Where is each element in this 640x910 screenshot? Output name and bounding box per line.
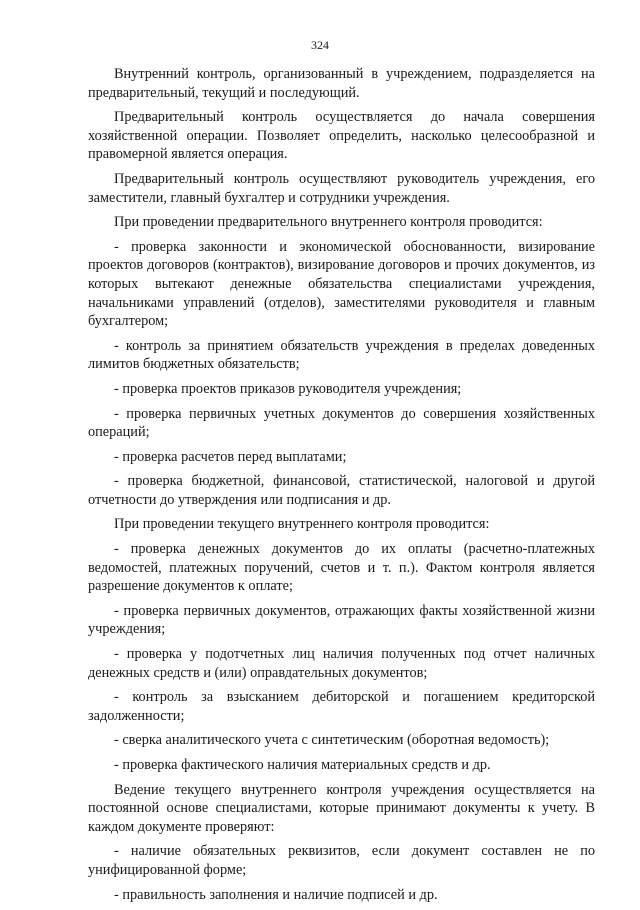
- paragraph-3: Предварительный контроль осуществляют руководитель учреждения, его заместители, главный бухгалтер и сотрудники учреждения.: [88, 170, 595, 206]
- list-item-8: - проверка первичных документов, отражающих факты хозяйственной жизни учреждения;: [88, 602, 595, 638]
- list-item-13: - наличие обязательных реквизитов, если документ составлен не по унифицированной форме;: [88, 843, 595, 878]
- paragraph-5: При проведении текущего внутреннего контроля проводится:: [114, 516, 490, 533]
- list-item-12: - проверка фактического наличия материальных средств и др.: [114, 757, 491, 773]
- paragraph-4: При проведении предварительного внутреннего контроля проводится:: [114, 214, 543, 231]
- list-item-1: - проверка законности и экономической обоснованности, визирование проектов договоров (контрактов), визирование договоров и прочих документов, из которых вытекают денежные обязательства специалистами учреждения, начальниками управлений (отделов), заместителями руководителя и главным бухгалтером;: [88, 238, 595, 330]
- list-item-9: - проверка у подотчетных лиц наличия полученных под отчет наличных денежных средств и (или) оправдательных документов;: [88, 646, 595, 681]
- list-item-7: - проверка денежных документов до их оплаты (расчетно-платежных ведомостей, платежных поручений, счетов и т. п.). Фактом контроля является разрешение документов к оплате;: [88, 541, 595, 595]
- list-item-14: - правильность заполнения и наличие подписей и др.: [114, 886, 438, 903]
- list-item-10: - контроль за взысканием дебиторской и погашением кредиторской задолженности;: [88, 689, 595, 724]
- list-item-5: - проверка расчетов перед выплатами;: [114, 448, 347, 465]
- paragraph-2: Предварительный контроль осуществляется до начала совершения хозяйственной операции. Позволяет определить, насколько целесообразной и правомерной является операция.: [88, 109, 595, 163]
- list-item-3: - проверка проектов приказов руководителя учреждения;: [114, 380, 462, 397]
- page-number: 324: [311, 38, 329, 52]
- document-body: [88, 65, 595, 910]
- list-item-4: - проверка первичных учетных документов до совершения хозяйственных операций;: [88, 405, 595, 441]
- list-item-2: - контроль за принятием обязательств учреждения в пределах доведенных лимитов бюджетных обязательств;: [88, 337, 595, 373]
- list-item-6: - проверка бюджетной, финансовой, статистической, налоговой и другой отчетности до утверждения или подписания и др.: [88, 473, 595, 508]
- list-item-11: - сверка аналитического учета с синтетическим (оборотная ведомость);: [114, 732, 550, 749]
- paragraph-6: Ведение текущего внутреннего контроля учреждения осуществляется на постоянной основе специалистами, которые принимают документы к учету. В каждом документе проверяют:: [88, 781, 595, 835]
- paragraph-1: Внутренний контроль, организованный в учреждением, подразделяется на предварительный, текущий и последующий.: [88, 66, 595, 101]
